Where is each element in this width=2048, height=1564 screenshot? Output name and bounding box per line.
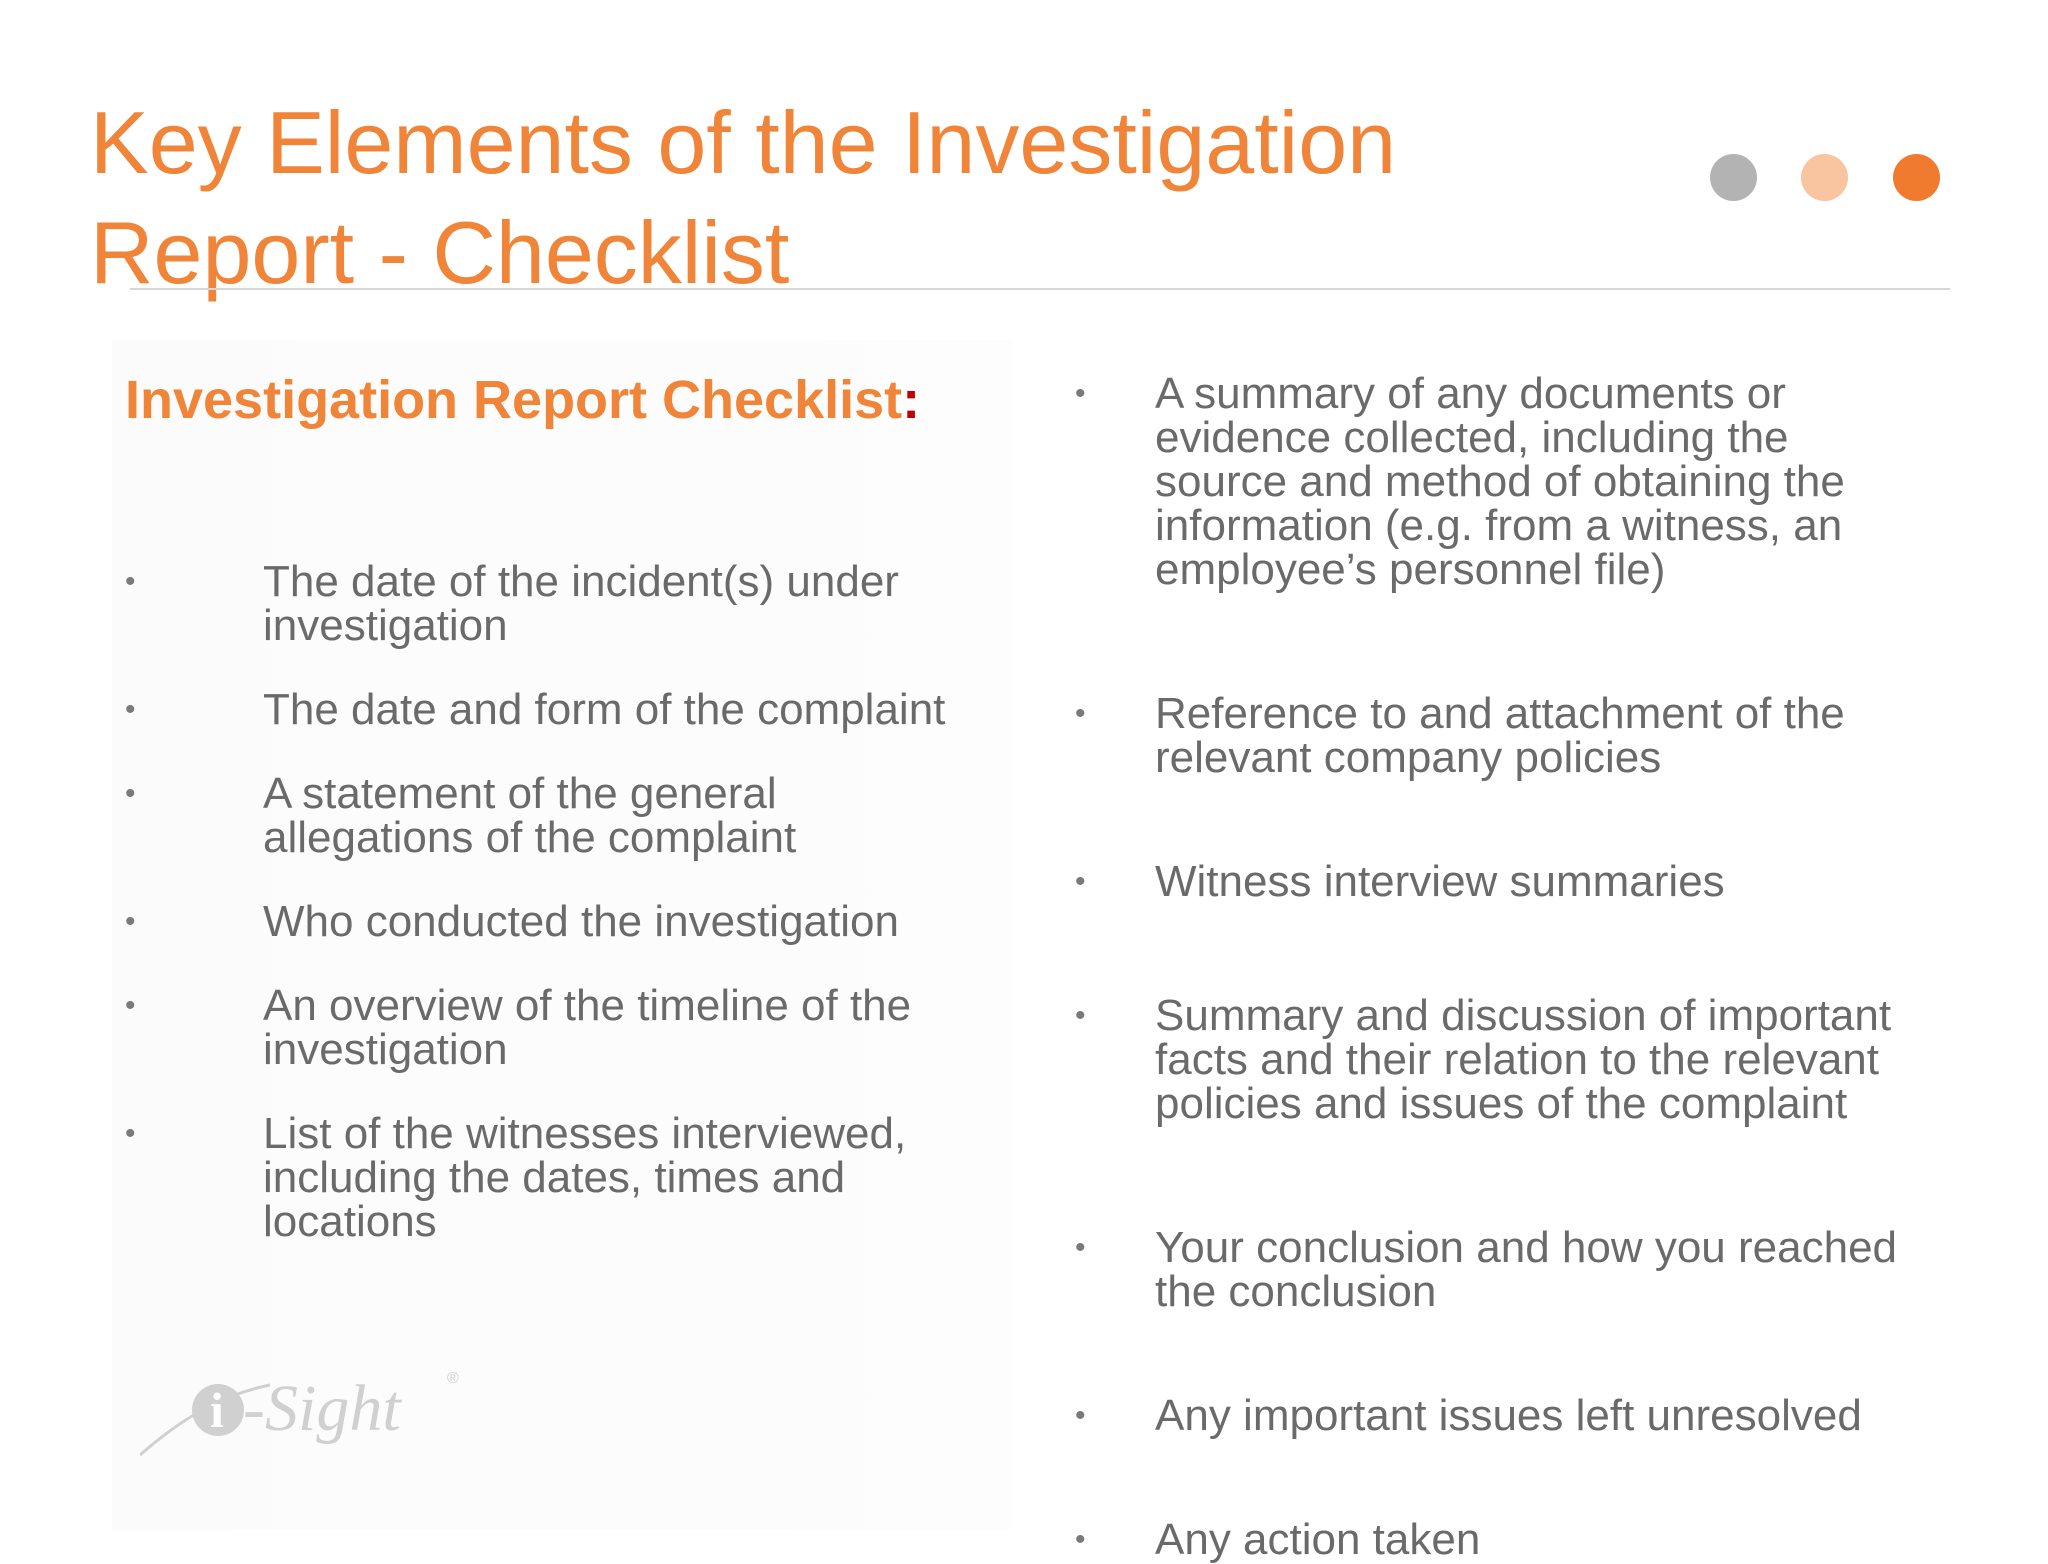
checklist-item <box>125 557 1005 650</box>
checklist-item-line: investigation <box>263 601 508 650</box>
orange-dot-icon <box>1893 154 1940 201</box>
checklist-item-line: employee’s personnel file) <box>1155 545 1666 594</box>
checklist-item <box>125 897 1005 946</box>
checklist-item <box>1075 857 1975 906</box>
bullet-icon: • <box>1075 377 1086 410</box>
checklist-item <box>1075 369 1975 594</box>
slide-title-line-2: Report - Checklist <box>90 203 790 302</box>
checklist-item-line: Who conducted the investigation <box>263 897 899 946</box>
checklist-item-line: A statement of the general <box>263 769 777 818</box>
checklist-item <box>125 981 1005 1074</box>
checklist-item-line: The date of the incident(s) under <box>263 557 899 606</box>
checklist-item-line: relevant company policies <box>1155 733 1662 782</box>
bullet-icon: • <box>125 989 136 1022</box>
bullet-icon: • <box>125 565 136 598</box>
checklist-item-text <box>125 1109 1005 1246</box>
checklist-item-text <box>125 557 1005 650</box>
checklist-item-line: Your conclusion and how you reached <box>1155 1223 1898 1272</box>
checklist-item-line: the conclusion <box>1155 1267 1437 1316</box>
slide-title-line-1: Key Elements of the Investigation <box>90 93 1397 192</box>
checklist-item-line: facts and their relation to the relevant <box>1155 1035 1879 1084</box>
bullet-icon: • <box>125 905 136 938</box>
bullet-icon: • <box>125 693 136 726</box>
checklist-subheading-colon: : <box>902 370 921 430</box>
checklist-item-line: List of the witnesses interviewed, <box>263 1109 907 1158</box>
checklist-item-line: Any important issues left unresolved <box>1155 1391 1862 1440</box>
bullet-icon: • <box>1075 999 1086 1032</box>
bullet-icon: • <box>125 1117 136 1150</box>
checklist-item-text <box>1075 857 1975 906</box>
logo-registered-mark: ® <box>447 1370 459 1387</box>
checklist-item <box>1075 1223 1975 1316</box>
bullet-icon: • <box>1075 697 1086 730</box>
checklist-item-line: investigation <box>263 1025 508 1074</box>
checklist-item <box>1075 1515 1975 1564</box>
checklist-item-text <box>125 769 1005 862</box>
bullet-icon: • <box>1075 865 1086 898</box>
checklist-item-text <box>1075 369 1975 594</box>
checklist-item <box>1075 689 1975 782</box>
gray-dot-icon <box>1710 154 1757 201</box>
right-checklist <box>1075 369 1975 1564</box>
isight-logo <box>140 1355 490 1465</box>
bullet-icon: • <box>125 777 136 810</box>
checklist-item-line: A summary of any documents or <box>1155 369 1786 418</box>
logo-wordmark: -Sight <box>243 1372 401 1445</box>
checklist-item-text <box>1075 1391 1975 1440</box>
checklist-item-text <box>125 981 1005 1074</box>
checklist-item-line: Witness interview summaries <box>1155 857 1725 906</box>
checklist-item <box>1075 991 1975 1128</box>
checklist-item-line: The date and form of the complaint <box>263 685 946 734</box>
bullet-icon: • <box>1075 1523 1086 1556</box>
checklist-item-line: Any action taken <box>1155 1515 1481 1564</box>
checklist-item-text <box>1075 991 1975 1128</box>
checklist-subheading-text: Investigation Report Checklist <box>125 370 903 430</box>
checklist-item-line: Reference to and attachment of the <box>1155 689 1845 738</box>
peach-dot-icon <box>1801 154 1848 201</box>
checklist-item-line: including the dates, times and <box>263 1153 846 1202</box>
decorative-dots <box>1710 154 1950 202</box>
checklist-item <box>125 769 1005 862</box>
checklist-item-line: Summary and discussion of important <box>1155 991 1892 1040</box>
checklist-item-text <box>1075 689 1975 782</box>
checklist-item-line: locations <box>263 1197 437 1246</box>
checklist-item-line: evidence collected, including the <box>1155 413 1789 462</box>
title-divider <box>130 288 1950 290</box>
checklist-item-text <box>1075 1223 1975 1316</box>
isight-logo-icon <box>140 1355 490 1465</box>
left-checklist <box>125 557 1005 1246</box>
checklist-item-line: policies and issues of the complaint <box>1155 1079 1848 1128</box>
checklist-item <box>125 1109 1005 1246</box>
checklist-item-text <box>1075 1515 1975 1564</box>
slide-title <box>90 88 1590 308</box>
checklist-item-text <box>125 897 1005 946</box>
logo-letter-i: i <box>210 1382 224 1438</box>
bullet-icon: • <box>1075 1231 1086 1264</box>
checklist-item <box>125 685 1005 734</box>
checklist-item <box>1075 1391 1975 1440</box>
checklist-item-text <box>125 685 1005 734</box>
checklist-subheading <box>125 368 920 432</box>
checklist-item-line: allegations of the complaint <box>263 813 797 862</box>
checklist-item-line: information (e.g. from a witness, an <box>1155 501 1843 550</box>
checklist-item-line: source and method of obtaining the <box>1155 457 1845 506</box>
bullet-icon: • <box>1075 1399 1086 1432</box>
checklist-item-line: An overview of the timeline of the <box>263 981 912 1030</box>
